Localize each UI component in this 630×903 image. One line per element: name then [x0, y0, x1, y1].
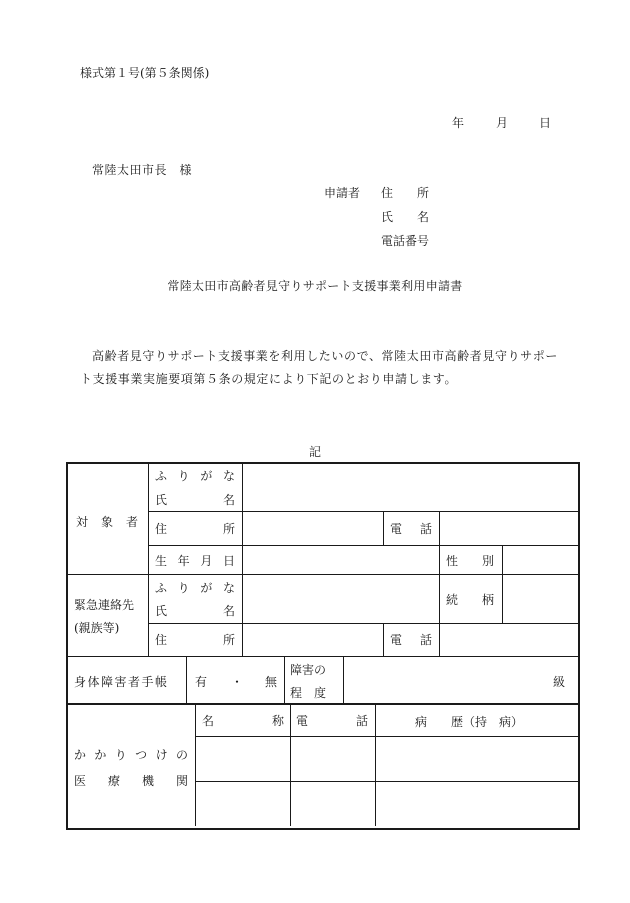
doctor-char: 療	[107, 773, 120, 788]
name-label	[155, 489, 235, 509]
date-month: 月	[496, 116, 509, 130]
subject-char: 対	[76, 514, 89, 529]
phone-char: 話	[419, 632, 432, 647]
divider	[439, 511, 440, 545]
emergency-furigana-label	[155, 577, 235, 597]
name-char: 氏	[155, 492, 168, 507]
subject-char: 者	[125, 514, 138, 529]
emergency-label-line2: (親族等)	[74, 621, 120, 635]
name-char: 名	[222, 492, 235, 507]
divider	[148, 511, 578, 512]
divider	[439, 623, 440, 656]
applicant-name-label: 氏 名	[381, 210, 430, 224]
furigana-char: な	[222, 468, 235, 483]
relation-char: 続	[446, 592, 459, 607]
divider	[383, 511, 384, 545]
divider	[195, 781, 578, 782]
address-char: 所	[222, 632, 235, 647]
divider	[439, 545, 440, 623]
doctor-char: り	[114, 747, 127, 762]
divider	[66, 703, 578, 705]
divider	[383, 623, 384, 656]
disability-separator: ・	[231, 675, 244, 689]
col-char: 称	[271, 713, 284, 728]
divider	[195, 736, 578, 737]
document-title: 常陸太田市高齢者見守りサポート支援事業利用申請書	[167, 279, 463, 293]
divider	[502, 545, 503, 623]
birth-char: 日	[222, 553, 235, 568]
phone-char: 電	[390, 521, 403, 536]
doctor-label-line2	[74, 770, 188, 790]
furigana-char: な	[222, 580, 235, 595]
furigana-label	[155, 465, 235, 485]
name-char: 名	[222, 603, 235, 618]
divider	[284, 656, 285, 703]
doctor-char: け	[155, 747, 168, 762]
emergency-name-label	[155, 600, 235, 620]
doctor-label-line1	[74, 744, 188, 764]
doctor-char: つ	[135, 747, 148, 762]
phone-char: 話	[419, 521, 432, 536]
divider	[195, 703, 196, 826]
applicant-address-label: 住 所	[381, 186, 430, 200]
emergency-label-line1: 緊急連絡先	[74, 598, 135, 612]
medical-history-column: 病 歴（持 病）	[415, 715, 524, 729]
birth-char: 月	[200, 553, 213, 568]
phone-label	[390, 518, 432, 538]
subject-label	[76, 511, 138, 531]
subject-char: 象	[100, 514, 113, 529]
col-char: 話	[355, 713, 368, 728]
doctor-char: か	[94, 747, 107, 762]
sex-char: 性	[446, 553, 459, 568]
col-char: 名	[202, 713, 215, 728]
doctor-name-column	[202, 710, 284, 730]
divider	[148, 462, 149, 656]
sex-label	[446, 550, 494, 570]
applicant-phone-label: 電話番号	[381, 234, 430, 248]
divider	[290, 703, 291, 826]
addressee: 常陸太田市長 様	[92, 163, 193, 177]
disability-none-option[interactable]: 無	[265, 675, 278, 689]
disability-has-option[interactable]: 有	[195, 675, 208, 689]
divider	[375, 703, 376, 826]
furigana-char: り	[177, 580, 190, 595]
relation-char: 柄	[481, 592, 494, 607]
birth-char: 年	[177, 553, 190, 568]
doctor-char: 医	[74, 773, 87, 788]
disability-degree-line1: 障害の	[290, 663, 327, 677]
doctor-char: 関	[175, 773, 188, 788]
divider	[66, 656, 578, 657]
name-char: 氏	[155, 603, 168, 618]
emergency-phone-label	[390, 629, 432, 649]
birth-char: 生	[155, 553, 168, 568]
emergency-address-label	[155, 629, 235, 649]
birthdate-label	[155, 550, 235, 570]
ki-label: 記	[308, 445, 321, 459]
applicant-label: 申請者	[324, 186, 361, 200]
furigana-char: ふ	[155, 580, 168, 595]
date-year: 年	[452, 116, 465, 130]
disability-book-label: 身体障害者手帳	[74, 675, 169, 689]
furigana-char: が	[200, 468, 213, 483]
address-char: 所	[222, 521, 235, 536]
doctor-char: 機	[141, 773, 154, 788]
body-text: 高齢者見守りサポート支援事業を利用したいので、常陸太田市高齢者見守りサポート支援事業実施要項第５条の規定により下記のとおり申請します。	[80, 349, 558, 386]
address-char: 住	[155, 521, 168, 536]
date-day: 日	[539, 116, 552, 130]
furigana-char: り	[177, 468, 190, 483]
phone-char: 電	[390, 632, 403, 647]
divider	[242, 462, 243, 656]
doctor-phone-column	[296, 710, 368, 730]
disability-degree-line2: 程 度	[290, 686, 327, 700]
col-char: 電	[296, 713, 309, 728]
furigana-char: が	[200, 580, 213, 595]
sex-char: 別	[481, 553, 494, 568]
divider	[186, 656, 187, 703]
divider	[148, 545, 578, 546]
form-number: 様式第１号(第５条関係)	[80, 66, 210, 80]
address-label	[155, 518, 235, 538]
doctor-char: の	[175, 747, 188, 762]
relation-label	[446, 589, 494, 609]
address-char: 住	[155, 632, 168, 647]
divider	[343, 656, 344, 703]
disability-grade-unit: 級	[553, 675, 566, 689]
furigana-char: ふ	[155, 468, 168, 483]
doctor-char: か	[74, 747, 87, 762]
divider	[148, 623, 578, 624]
